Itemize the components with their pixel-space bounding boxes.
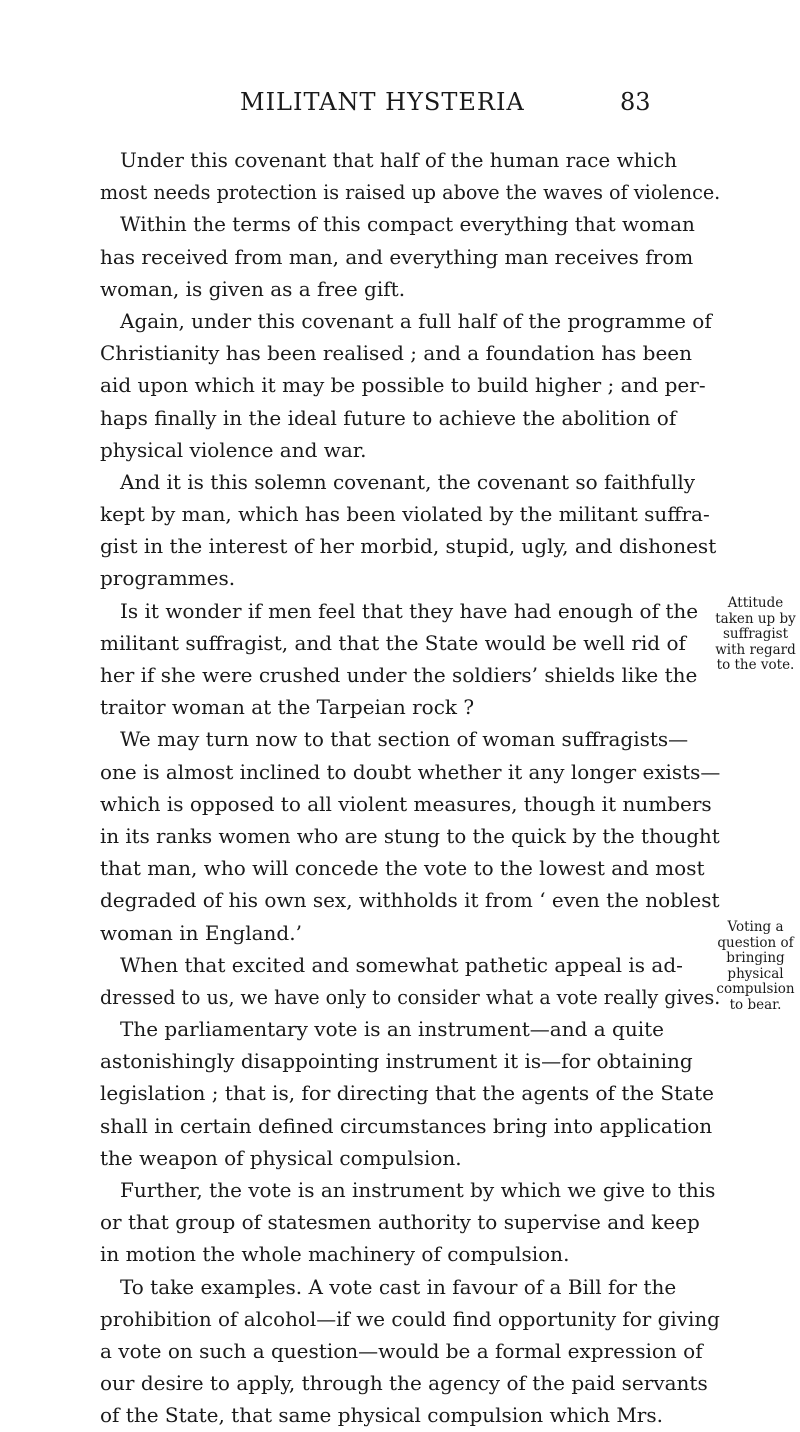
text-line: kept by man, which has been violated by the militant suffra- [100,502,710,527]
margin-note-attitude [708,596,800,674]
page-number: 83 [620,88,651,116]
body-text [100,144,720,1432]
text-line: aid upon which it may be possible to build higher ; and per- [100,373,706,398]
text-line: programmes. [100,566,236,591]
margin-note-line: suffragist [722,626,789,642]
margin-note-line: to the vote. [716,657,795,673]
text-line: Under this covenant that half of the human race which [120,148,678,172]
text-line: that man, who will concede the vote to the lowest and most [100,856,705,881]
text-line: Further, the vote is an instrument by which we give to this [120,1178,716,1202]
text-line: The parliamentary vote is an instrument—and a quite [120,1017,664,1042]
text-line: degraded of his own sex, withholds it from ‘ even the noblest [100,888,720,913]
text-line: one is almost inclined to doubt whether it any longer exists— [100,759,721,784]
text-line: in motion the whole machinery of compulsion. [100,1242,570,1267]
text-line: her if she were crushed under the soldiers’ shields like the [100,663,698,687]
text-line: We may turn now to that section of woman suffragists— [120,727,689,752]
text-line: gist in the interest of her morbid, stupid, ugly, and dishonest [100,534,717,559]
text-line: legislation ; that is, for directing that the agents of the State [100,1081,714,1106]
margin-note-line: Attitude [727,595,784,611]
margin-note-line: taken up by [715,610,796,627]
margin-note-line: with regard [715,641,796,658]
margin-note-voting [708,920,800,1013]
text-line: woman in England.’ [100,920,302,945]
text-line: Is it wonder if men feel that they have had enough of the [120,598,699,623]
margin-note-line: physical [727,965,784,982]
text-line: prohibition of alcohol—if we could find opportunity for giving [100,1306,720,1331]
running-head: MILITANT HYSTERIA [240,88,525,116]
text-line: haps finally in the ideal future to achieve the abolition of [100,405,677,430]
text-line: When that excited and somewhat pathetic appeal is ad- [120,952,683,977]
text-line: And it is this solemn covenant, the covenant so faithfully [120,469,696,494]
text-line: traitor woman at the Tarpeian rock ? [100,695,475,720]
text-line: woman, is given as a free gift. [100,276,406,301]
margin-note-line: Voting a [727,919,784,935]
text-line: the weapon of physical compulsion. [100,1145,462,1170]
text-line: has received from man, and everything man receives from [100,244,694,269]
text-line: shall in certain defined circumstances bring into application [100,1113,713,1138]
text-line: Christianity has been realised ; and a foundation has been [100,341,693,366]
margin-note-line: question of [717,934,794,951]
text-line: dressed to us, we have only to consider what a vote really gives. [100,984,721,1009]
text-line: of the State, that same physical compulsion which Mrs. [100,1403,663,1428]
text-line: physical violence and war. [100,437,367,462]
text-line: Within the terms of this compact everything that woman [120,212,695,237]
text-line: most needs protection is raised up above the waves of violence. [100,180,721,205]
text-line: astonishingly disappointing instrument it is—for obtaining [100,1049,693,1074]
text-line: or that group of statesmen authority to supervise and keep [100,1210,700,1235]
margin-note-line: to bear. [729,996,782,1013]
text-line: which is opposed to all violent measures, though it numbers [100,791,712,816]
text-line: a vote on such a question—would be a formal expression of [100,1338,703,1363]
text-line: our desire to apply, through the agency of the paid servants [100,1371,708,1396]
margin-note-line: bringing [726,950,785,966]
text-line: in its ranks women who are stung to the quick by the thought [100,823,720,848]
text-line: Again, under this covenant a full half of the programme of [120,308,712,333]
text-line: militant suffragist, and that the State would be well rid of [100,630,686,655]
margin-note-line: compulsion [716,981,795,997]
text-line: To take examples. A vote cast in favour of a Bill for the [120,1274,677,1299]
